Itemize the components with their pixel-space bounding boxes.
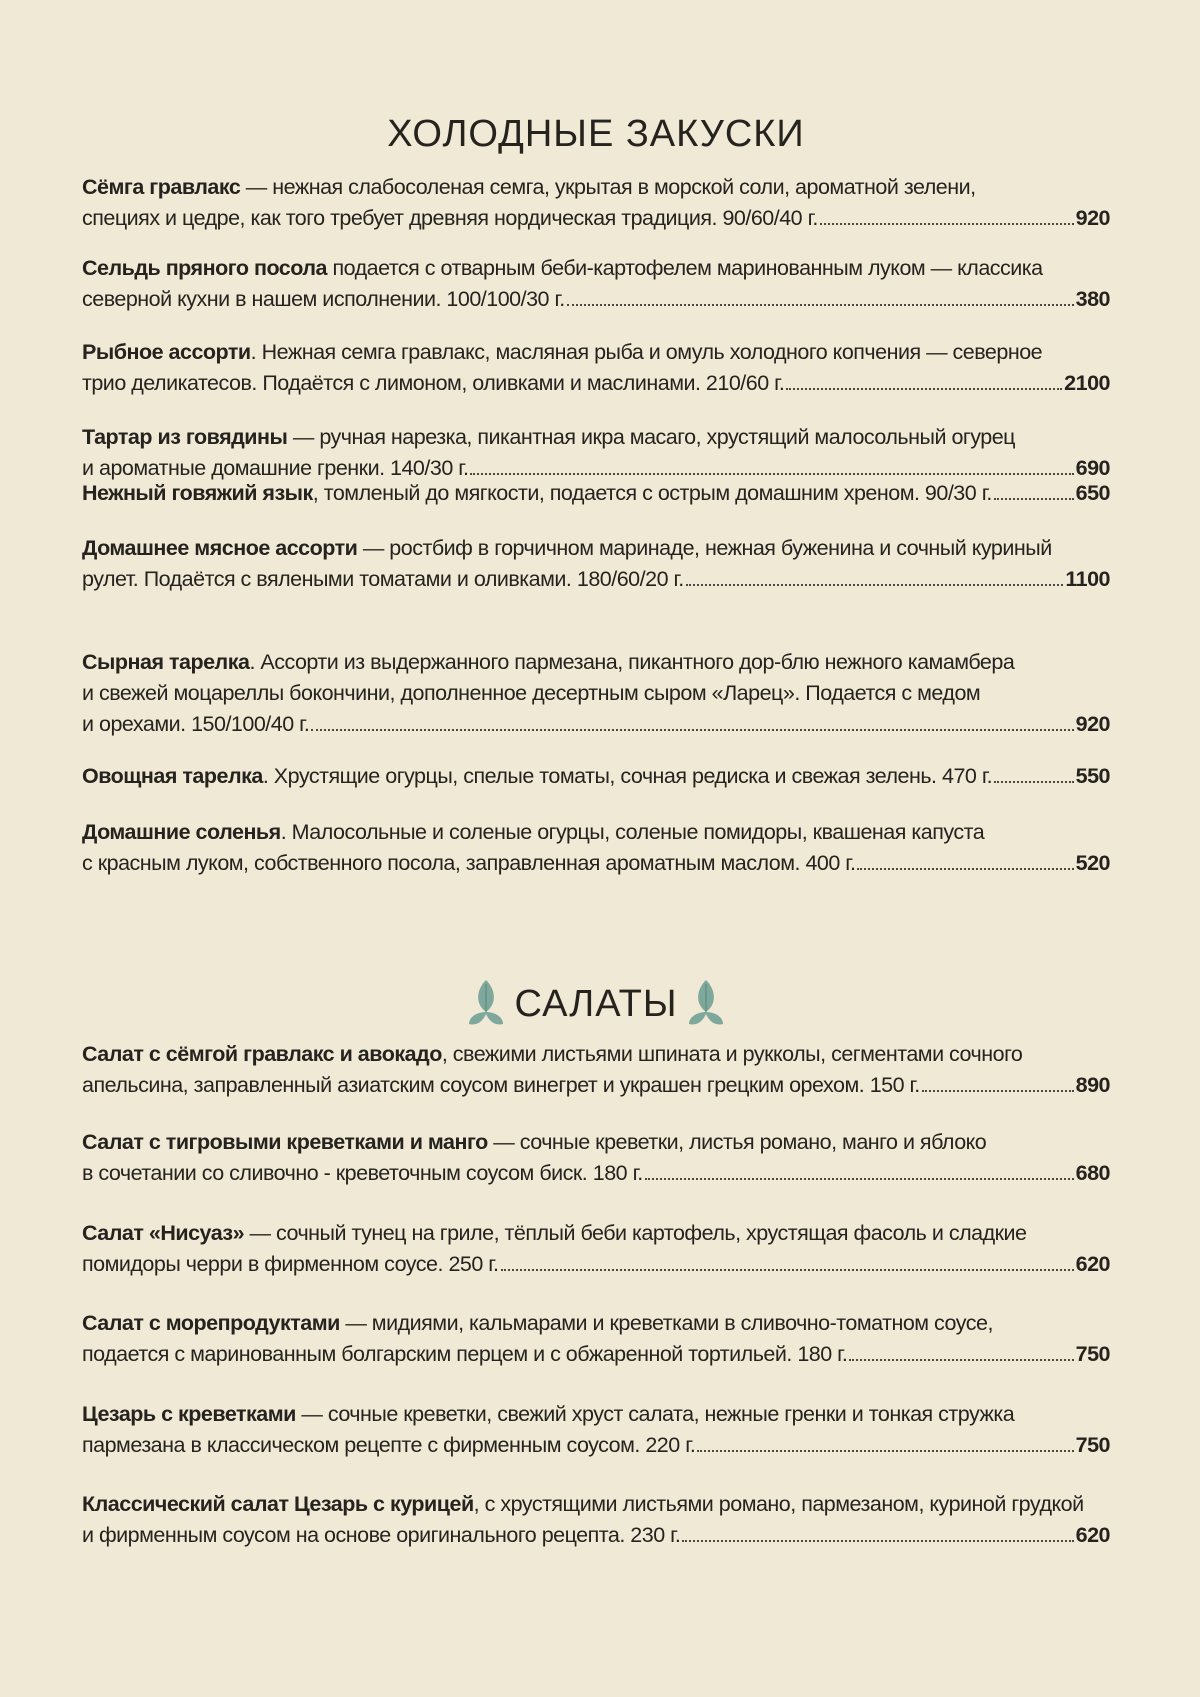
- item-line: [82, 1308, 1110, 1339]
- item-description: . Хрустящие огурцы, спелые томаты, сочная редиска и свежая зелень. 470 г.: [262, 764, 993, 788]
- menu-item: [82, 1489, 1110, 1551]
- item-description: — сочные креветки, листья романо, манго и яблоко: [487, 1130, 987, 1154]
- section-title-text: САЛАТЫ: [514, 983, 678, 1025]
- item-description: , томленый до мягкости, подается с острым домашним хреном. 90/30 г.: [312, 481, 992, 505]
- item-description: и ароматные домашние гренки. 140/30 г.: [82, 456, 469, 480]
- item-description: и фирменным соусом на основе оригинального рецепта. 230 г.: [82, 1523, 681, 1547]
- dot-leader: [994, 498, 1074, 500]
- item-line: [82, 761, 1110, 792]
- item-line: [82, 709, 1110, 740]
- item-price: 550: [1075, 764, 1110, 788]
- item-line: [82, 533, 1110, 564]
- section-title: [82, 978, 1110, 1030]
- dot-leader: [994, 781, 1074, 783]
- item-description: помидоры черри в фирменном соусе. 250 г.: [82, 1252, 499, 1276]
- item-line: [82, 1339, 1110, 1370]
- item-name: Сёмга гравлакс: [82, 175, 241, 199]
- leaf-icon: [467, 978, 505, 1030]
- item-description: специях и цедре, как того требует древняя нордическая традиция. 90/60/40 г.: [82, 206, 818, 230]
- dot-leader: [922, 1090, 1074, 1092]
- item-description: и орехами. 150/100/40 г.: [82, 712, 310, 736]
- item-line: [82, 368, 1110, 399]
- item-description: с красным луком, собственного посола, заправленная ароматным маслом. 400 г.: [82, 851, 856, 875]
- item-description: пармезана в классическом рецепте с фирменным соусом. 220 г.: [82, 1433, 696, 1457]
- dot-leader: [311, 729, 1073, 731]
- item-line: [82, 1218, 1110, 1249]
- menu-item: [82, 337, 1110, 399]
- item-name: Салат с морепродуктами: [82, 1311, 340, 1335]
- leaf-icon: [687, 978, 725, 1030]
- item-description: — сочный тунец на гриле, тёплый беби картофель, хрустящая фасоль и сладкие: [244, 1221, 1027, 1245]
- item-name: Цезарь с креветками: [82, 1402, 296, 1426]
- item-description: трио деликатесов. Подаётся с лимоном, оливками и маслинами. 210/60 г.: [82, 371, 785, 395]
- item-price: 750: [1075, 1433, 1110, 1457]
- item-line: [82, 478, 1110, 509]
- item-description: . Нежная семга гравлакс, масляная рыба и омуль холодного копчения — северное: [250, 340, 1043, 364]
- item-name: Сырная тарелка: [82, 650, 250, 674]
- item-line: [82, 172, 1110, 203]
- item-name: Овощная тарелка: [82, 764, 263, 788]
- item-name: Домашнее мясное ассорти: [82, 536, 358, 560]
- item-description: подается с отварным беби-картофелем маринованным луком — классика: [326, 256, 1043, 280]
- menu-item: [82, 422, 1110, 484]
- item-price: 920: [1075, 712, 1110, 736]
- item-line: [82, 1430, 1110, 1461]
- section-salads: [82, 978, 1110, 1547]
- item-description: в сочетании со сливочно - креветочным соусом биск. 180 г.: [82, 1161, 643, 1185]
- item-line: [82, 1249, 1110, 1280]
- item-price: 650: [1075, 481, 1110, 505]
- item-line: [82, 1127, 1110, 1158]
- dot-leader: [645, 1178, 1074, 1180]
- menu-item: [82, 172, 1110, 234]
- item-name: Нежный говяжий язык: [82, 481, 313, 505]
- item-description: , свежими листьями шпината и рукколы, сегментами сочного: [441, 1042, 1023, 1066]
- dot-leader: [820, 223, 1074, 225]
- item-line: [82, 1070, 1110, 1101]
- item-name: Салат с тигровыми креветками и манго: [82, 1130, 488, 1154]
- item-description: . Малосольные и соленые огурцы, соленые помидоры, квашеная капуста: [280, 820, 985, 844]
- dot-leader: [470, 473, 1073, 475]
- item-name: Сельдь пряного посола: [82, 256, 327, 280]
- dot-leader: [567, 304, 1074, 306]
- item-price: 620: [1075, 1523, 1110, 1547]
- dot-leader: [857, 868, 1073, 870]
- item-name: Тартар из говядины: [82, 425, 288, 449]
- dot-leader: [786, 388, 1062, 390]
- item-description: — нежная слабосоленая семга, укрытая в морской соли, ароматной зелени,: [240, 175, 976, 199]
- item-line: [82, 817, 1110, 848]
- menu-item: [82, 1218, 1110, 1280]
- item-description: — сочные креветки, свежий хруст салата, нежные гренки и тонкая стружка: [295, 1402, 1015, 1426]
- item-line: [82, 1520, 1110, 1551]
- dot-leader: [849, 1359, 1073, 1361]
- item-line: [82, 678, 1110, 709]
- menu-item: [82, 647, 1110, 740]
- item-line: [82, 1039, 1110, 1070]
- section-cold-appetizers: [82, 108, 1110, 875]
- item-description: рулет. Подаётся с вялеными томатами и оливками. 180/60/20 г.: [82, 567, 684, 591]
- item-description: — ручная нарезка, пикантная икра масаго, хрустящий малосольный огурец: [287, 425, 1015, 449]
- item-description: , с хрустящими листьями романо, пармезаном, куриной грудкой: [473, 1492, 1084, 1516]
- item-line: [82, 1489, 1110, 1520]
- item-price: 2100: [1064, 371, 1110, 395]
- section-title-text: ХОЛОДНЫЕ ЗАКУСКИ: [387, 113, 805, 155]
- item-description: и свежей моцареллы бокончини, дополненное десертным сыром «Ларец». Подается с медом: [82, 681, 981, 705]
- item-name: Салат «Нисуаз»: [82, 1221, 245, 1245]
- item-price: 680: [1075, 1161, 1110, 1185]
- item-description: апельсина, заправленный азиатским соусом винегрет и украшен грецким орехом. 150 г.: [82, 1073, 920, 1097]
- menu-item: [82, 761, 1110, 792]
- dot-leader: [682, 1540, 1073, 1542]
- menu-item: [82, 253, 1110, 315]
- item-description: . Ассорти из выдержанного пармезана, пикантного дор-блю нежного камамбера: [249, 650, 1015, 674]
- item-line: [82, 284, 1110, 315]
- item-price: 620: [1075, 1252, 1110, 1276]
- item-description: — ростбиф в горчичном маринаде, нежная буженина и сочный куриный: [357, 536, 1052, 560]
- menu-item: [82, 817, 1110, 879]
- dot-leader: [501, 1269, 1074, 1271]
- menu-item: [82, 478, 1110, 509]
- item-line: [82, 564, 1110, 595]
- item-price: 380: [1075, 287, 1110, 311]
- item-name: Классический салат Цезарь с курицей: [82, 1492, 474, 1516]
- dot-leader: [697, 1450, 1073, 1452]
- item-price: 890: [1075, 1073, 1110, 1097]
- item-name: Домашние соленья: [82, 820, 281, 844]
- menu-item: [82, 533, 1110, 595]
- item-price: 920: [1075, 206, 1110, 230]
- item-price: 520: [1075, 851, 1110, 875]
- item-name: Салат с сёмгой гравлакс и авокадо: [82, 1042, 442, 1066]
- item-price: 690: [1075, 456, 1110, 480]
- item-price: 1100: [1065, 567, 1110, 591]
- item-description: — мидиями, кальмарами и креветками в сливочно-томатном соусе,: [339, 1311, 993, 1335]
- menu-item: [82, 1308, 1110, 1370]
- item-line: [82, 848, 1110, 879]
- item-description: северной кухни в нашем исполнении. 100/100/30 г.: [82, 287, 565, 311]
- item-description: подается с маринованным болгарским перцем и с обжаренной тортильей. 180 г.: [82, 1342, 848, 1366]
- item-line: [82, 1399, 1110, 1430]
- item-line: [82, 647, 1110, 678]
- menu-item: [82, 1039, 1110, 1101]
- item-line: [82, 422, 1110, 453]
- dot-leader: [686, 584, 1064, 586]
- item-line: [82, 337, 1110, 368]
- menu-item: [82, 1399, 1110, 1461]
- item-line: [82, 1158, 1110, 1189]
- item-price: 750: [1075, 1342, 1110, 1366]
- item-line: [82, 253, 1110, 284]
- section-title: [82, 108, 1110, 160]
- item-name: Рыбное ассорти: [82, 340, 251, 364]
- item-line: [82, 203, 1110, 234]
- menu-item: [82, 1127, 1110, 1189]
